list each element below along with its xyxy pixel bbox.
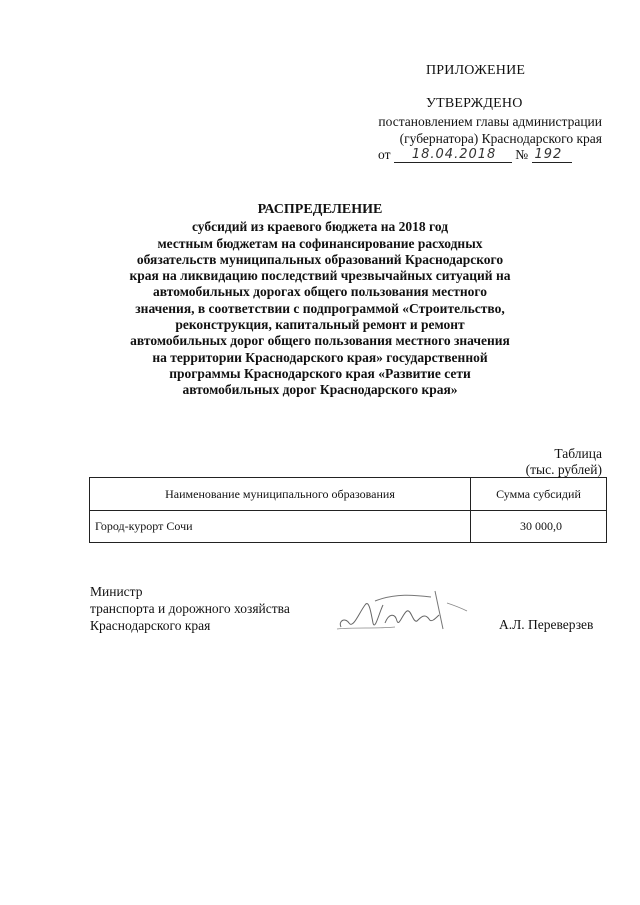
title-line: автомобильных дорогах общего пользования местного (153, 284, 487, 300)
title-line: автомобильных дорог общего пользования местного значения (130, 333, 510, 349)
cell-amount: 30 000,0 (471, 511, 607, 543)
header-municipality: Наименование муниципального образования (90, 478, 471, 511)
signer-position-line-2: транспорта и дорожного хозяйства (90, 601, 290, 616)
appendix-label: ПРИЛОЖЕНИЕ (426, 63, 526, 78)
title-line: реконструкция, капитальный ремонт и ремонт (175, 317, 465, 333)
subsidy-table (89, 477, 607, 543)
cell-municipality: Город-курорт Сочи (90, 511, 471, 543)
header-amount: Сумма субсидий (471, 478, 607, 511)
number-prefix: № (515, 147, 529, 162)
title-line: местным бюджетам на софинансирование расходных (157, 235, 483, 251)
handwritten-signature (335, 583, 485, 637)
number-value: 192 (534, 147, 563, 162)
approved-label: УТВЕРЖДЕНО (426, 96, 523, 111)
date-field (394, 147, 512, 163)
number-field (532, 147, 572, 163)
signer-name: А.Л. Переверзев (499, 617, 594, 632)
table-units: (тыс. рублей) (525, 462, 602, 477)
approval-line-1: постановлением главы администрации (378, 114, 602, 129)
title-line: субсидий из краевого бюджета на 2018 год (191, 219, 449, 235)
document-title (110, 202, 530, 399)
table-caption: Таблица (554, 446, 602, 461)
title-line: на территории Краснодарского края» государственной (152, 349, 488, 365)
date-number-line (378, 147, 572, 163)
title-line: автомобильных дорог Краснодарского края» (182, 382, 458, 398)
approval-line-2: (губернатора) Краснодарского края (399, 131, 602, 146)
table-row (90, 511, 607, 543)
title-line: края на ликвидацию последствий чрезвычайных ситуаций на (129, 268, 511, 284)
signer-position-line-3: Краснодарского края (90, 618, 211, 633)
table-header-row (90, 478, 607, 511)
title-heading: РАСПРЕДЕЛЕНИЕ (257, 202, 383, 217)
title-line: значения, в соответствии с подпрограммой «Строительство, (135, 300, 505, 316)
date-prefix: от (378, 147, 391, 162)
signer-position-line-1: Министр (90, 584, 143, 599)
title-line: программы Краснодарского края «Развитие сети (169, 365, 471, 381)
title-line: обязательств муниципальных образований Краснодарского (136, 251, 504, 267)
date-value: 18.04.2018 (411, 147, 497, 162)
